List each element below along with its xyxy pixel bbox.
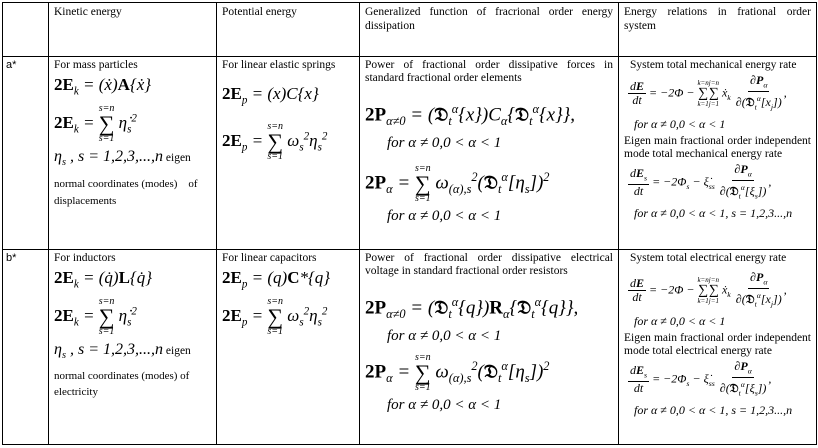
row-b-relations-intro: System total electrical energy rate (630, 252, 787, 264)
row-a-dissipation-cond-2: for α ≠ 0,0 < α < 1 (387, 208, 502, 225)
row-b-relations-eq-2: $\frac{dE_s}{dt}$ = $-2\Phi_s$ − $\xi̇_{ss}$ $\frac{\partial P_\alpha}{\partial(𝔇_t^\alpha[\xi_s])}$ , (630, 358, 772, 398)
row-b-label: b* (3, 250, 49, 445)
header-kinetic-energy: Kinetic energy (49, 3, 217, 57)
header-row (3, 3, 817, 57)
header-potential-energy: Potential energy (217, 3, 360, 57)
row-b-eigen-word: eigen (165, 345, 191, 358)
row-b-potential-eq-1: $2E_p = (q)C*\{q\}$ (222, 268, 331, 291)
row-a-relations-cond-1: for α ≠ 0,0 < α < 1 (634, 116, 726, 131)
row-a-dissipation-intro: Power of fractional order dissipative forces in standard fractional order elements (365, 59, 613, 84)
row-a-dissipation-cell (360, 57, 619, 250)
header-dissipation: Generalized function of fracrional order energy dissipation (360, 3, 619, 57)
energy-table (2, 2, 817, 445)
header-empty (3, 3, 49, 57)
row-a-potential-intro: For linear elastic springs (222, 59, 336, 71)
row-b-potential-intro: For linear capacitors (222, 252, 317, 264)
row-a-eigen-line: $\eta_s$ , s = 1,2,3,...,n eigen (54, 148, 191, 169)
row-b-potential-cell (217, 250, 360, 445)
row-b-eigen-line: $\eta_s$ , s = 1,2,3,...,n eigen (54, 341, 191, 362)
row-a-relations-eq-1: $\frac{dE}{dt}$ = −2Φ − k=n ∑ k=1 j=n ∑ j=1 ẋ$_k$ $\frac{\partial P_\alpha}{\partial(𝔇_t^\alpha[x_j])}$ , (630, 73, 787, 112)
row-a-relations-cell (619, 57, 817, 250)
row-b-dissipation-eq-1: $2P_{\alpha\ne 0}$ = $(𝔇_t^\alpha\{q\})R_\alpha\{𝔇_t^\alpha\{q\}\}$, (365, 295, 579, 322)
row-b-relations-mid: Eigen main fractional order independent mode total electrical energy rate (624, 331, 811, 357)
row-b-kinetic-cell (49, 250, 217, 445)
row-b-kinetic-note-2: electricity (54, 385, 98, 398)
row-a-relations-mid: Eigen main fractional order independent mode total mechanical energy rate (624, 134, 811, 160)
row-b-relations-cond-1: for α ≠ 0,0 < α < 1 (634, 313, 726, 328)
row-a-eigen-word: eigen (165, 152, 191, 165)
row-a-potential-cell (217, 57, 360, 250)
row-a-kinetic-eq-2: $2E_k$ = s=n ∑ s=1 $\etȧ_s^2$ (54, 103, 137, 145)
row-b-dissipation-cond-1: for α ≠ 0,0 < α < 1 (387, 328, 502, 345)
row-b-dissipation-cond-2: for α ≠ 0,0 < α < 1 (387, 397, 502, 414)
header-energy-relations: Energy relations in frational order system (619, 3, 817, 57)
row-b-kinetic-eq-1: $2E_k$ = (q̇)L{q̇} (54, 268, 153, 291)
row-b-dissipation-eq-2: $2P_\alpha$ = s=n ∑ s=1 $\omega_{(\alpha),s}^2(𝔇_t^\alpha[\eta_s])^2$ (365, 352, 550, 394)
row-a (3, 57, 817, 250)
row-b (3, 250, 817, 445)
row-a-potential-eq-1: $2E_p = (x)C\{x\}$ (222, 84, 319, 107)
row-b-kinetic-intro: For inductors (54, 252, 116, 264)
row-b-dissipation-intro: Power of fractional order dissipative electrical voltage in standard fractional order resistors (365, 252, 613, 277)
row-a-kinetic-note-2: displacements (54, 194, 117, 207)
row-a-kinetic-intro: For mass particles (54, 59, 138, 71)
row-a-dissipation-eq-1: $2P_{\alpha\ne 0}$ = $(𝔇_t^\alpha\{x\})C_\alpha\{𝔇_t^\alpha\{x\}\}$, (365, 102, 576, 129)
row-b-kinetic-note-1: normal coordinates (modes) of (54, 369, 190, 382)
row-b-kinetic-eq-2: $2E_k$ = s=n ∑ s=1 $\etȧ_s^2$ (54, 296, 137, 338)
row-b-potential-eq-2: $2E_p$ = s=n ∑ s=1 $\omega_s^2\eta_s^2$ (222, 296, 328, 338)
row-a-relations-cond-2: for α ≠ 0,0 < α < 1, s = 1,2,3...,n (634, 205, 793, 220)
row-a-kinetic-eq-1: $2E_k$ = (ẋ)A{ẋ} (54, 75, 152, 98)
row-a-potential-eq-2: $2E_p$ = s=n ∑ s=1 $\omega_s^2\eta_s^2$ (222, 121, 328, 163)
row-a-dissipation-eq-2: $2P_\alpha$ = s=n ∑ s=1 $\omega_{(\alpha),s}^2(𝔇_t^\alpha[\eta_s])^2$ (365, 163, 550, 205)
row-b-relations-cond-2: for α ≠ 0,0 < α < 1, s = 1,2,3...,n (634, 402, 793, 417)
row-a-label: a* (3, 57, 49, 250)
row-a-kinetic-note-1: normal coordinates (modes) (54, 177, 178, 190)
row-b-relations-cell (619, 250, 817, 445)
row-a-kinetic-cell (49, 57, 217, 250)
row-a-relations-eq-2: $\frac{dE_s}{dt}$ = $-2\Phi_s$ − $\xi̇_{ss}$ $\frac{\partial P_\alpha}{\partial(𝔇_t^\alpha[\xi_s])}$ , (630, 161, 772, 201)
row-b-relations-eq-1: $\frac{dE}{dt}$ = −2Φ − k=n ∑ k=1 j=n ∑ j=1 ẋ$_k$ $\frac{\partial P_\alpha}{\partial(𝔇_t^\alpha[x_j])}$ , (630, 270, 787, 309)
row-a-dissipation-cond-1: for α ≠ 0,0 < α < 1 (387, 135, 502, 152)
row-b-dissipation-cell (360, 250, 619, 445)
row-a-relations-intro: System total mechanical energy rate (630, 59, 797, 71)
row-a-kinetic-note-of: of (188, 177, 198, 190)
row-a-kinetic-note (54, 178, 211, 191)
